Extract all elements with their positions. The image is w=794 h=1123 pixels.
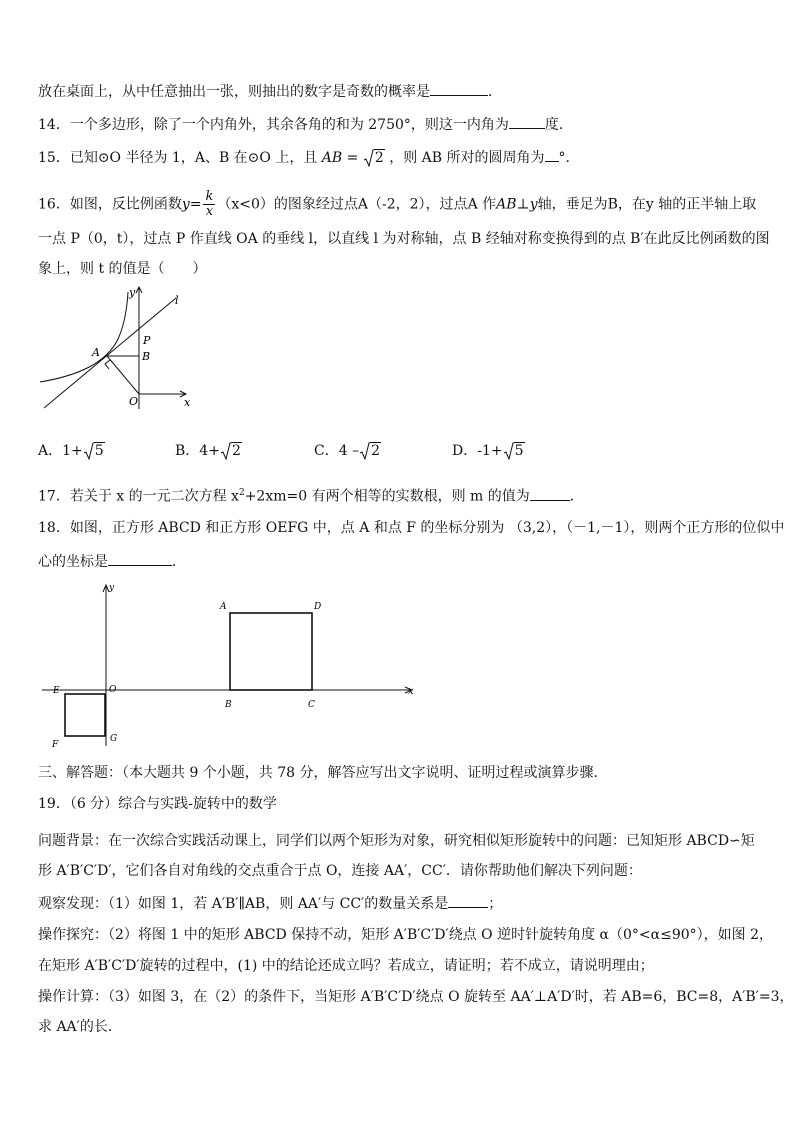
q16-y2: y 轴的正半轴上取 <box>645 196 757 213</box>
label-o: O <box>109 685 117 695</box>
q16-line3: 象上，则 t 的值是（ ） <box>38 261 207 277</box>
q15-ab: AB <box>321 150 343 166</box>
answer-blank[interactable] <box>430 81 488 96</box>
q19-background-1: 问题背景：在一次综合实践活动课上，同学们以两个矩形为对象，研究相似矩形旋转中的问题：已知矩形 ABCD∽矩 <box>38 833 755 849</box>
label-d: D <box>314 602 322 612</box>
option-radicand: 2 <box>371 443 380 459</box>
label-o: O <box>129 395 139 408</box>
label-a: A <box>92 346 100 359</box>
q19-observe-end: ； <box>488 896 503 912</box>
answer-blank[interactable] <box>509 114 545 129</box>
answer-blank[interactable] <box>530 486 570 501</box>
q19-operate-2: 在矩形 A′B′C′D′旋转的过程中，(1) 中的结论还成立吗？若成立，请证明；若不成立，请说明理由； <box>38 958 654 974</box>
label-x: x <box>408 686 414 697</box>
answer-blank[interactable] <box>108 551 172 566</box>
q16-figure <box>36 284 196 414</box>
q19-calc-2: 求 AA′的长． <box>38 1019 122 1035</box>
q16-text: 16．如图，反比例函数 <box>38 196 182 213</box>
q19-operate-1: 操作探究：（2）将图 1 中的矩形 ABCD 保持不动，矩形 A′B′C′D′绕点 O 逆时针旋转角度 α（0°<α≤90°），如图 2， <box>38 927 773 943</box>
right-angle-icon <box>105 360 110 369</box>
label-b: B <box>225 700 232 710</box>
sqrt-icon <box>83 441 105 461</box>
option-b[interactable] <box>175 441 242 461</box>
q17-text: 17．若关于 x 的一元二次方程 x <box>38 488 239 505</box>
label-b: B <box>142 350 151 363</box>
q19-title: 19．（6 分）综合与实践-旋转中的数学 <box>38 796 277 812</box>
q16-text-b: （x<0）的图象经过点 <box>217 196 358 213</box>
frac-den: x <box>205 204 214 219</box>
segment-oa <box>107 356 139 394</box>
q13-text: 放在桌面上，从中任意抽出一张，则抽出的数字是奇数的概率是 <box>38 84 430 100</box>
q17-superscript: 2 <box>238 488 245 498</box>
frac-num: k <box>205 189 214 204</box>
q15 <box>38 147 764 168</box>
q15-end: °. <box>558 150 570 166</box>
label-f: F <box>52 740 59 750</box>
answer-blank[interactable] <box>545 147 559 162</box>
q16-b: B，在 <box>607 196 646 213</box>
option-label: C．4 – <box>314 443 360 459</box>
label-c: C <box>308 700 315 710</box>
q18-end: ． <box>172 554 186 570</box>
option-label: A．1+ <box>38 443 83 459</box>
label-y: y <box>129 286 136 299</box>
q19-observe <box>38 893 764 914</box>
square-abcd <box>230 613 312 690</box>
q17-text-b: +2xm=0 有两个相等的实数根，则 m 的值为 <box>244 488 530 505</box>
hyperbola-curve <box>40 292 128 382</box>
sqrt-icon <box>363 148 385 168</box>
label-x: x <box>184 396 191 409</box>
q16-line2: 一点 P（0，t），过点 P 作直线 OA 的垂线 l，以直线 l 为对称轴，点 B 经轴对称变换得到的点 B′在此反比例函数的图 <box>38 231 770 247</box>
label-a: A <box>220 602 227 612</box>
sqrt-icon <box>220 441 242 461</box>
q16-point-a: A（-2，2），过点 <box>357 196 468 213</box>
q17 <box>38 483 764 507</box>
q18-figure <box>38 576 423 751</box>
q14-text: 14．一个多边形，除了一个内角外，其余各角的和为 2750°，则这一内角为 <box>38 117 509 133</box>
square-oefg <box>65 694 105 736</box>
q13-tail <box>38 81 764 102</box>
option-d[interactable] <box>452 441 525 461</box>
option-c[interactable] <box>314 441 381 461</box>
q15-radicand: 2 <box>374 150 384 166</box>
answer-blank[interactable] <box>448 893 488 908</box>
q16-perp: AB⊥y <box>496 196 538 213</box>
label-y: y <box>109 583 115 593</box>
q16-text-c: 轴，垂足为 <box>537 196 608 213</box>
line-l <box>44 298 176 408</box>
q18-line2 <box>38 551 764 572</box>
label-l: l <box>175 294 179 307</box>
sqrt-icon <box>503 441 525 461</box>
option-label: D．-1+ <box>452 443 503 459</box>
q15-text-b: ，则 AB 所对的圆周角为 <box>389 150 545 166</box>
option-radicand: 5 <box>94 443 104 459</box>
q15-text: 15．已知⊙O 半径为 1，A、B 在⊙O 上，且 <box>38 150 318 166</box>
q16-a2: A 作 <box>467 196 497 213</box>
section-heading: 三、解答题：（本大题共 9 个小题，共 78 分，解答应写出文字说明、证明过程或演算步骤． <box>38 765 608 781</box>
q16-fraction <box>203 190 215 219</box>
option-radicand: 2 <box>231 443 241 459</box>
q19-observe-text: 观察发现：（1）如图 1，若 A′B′∥AB，则 AA′与 CC′的数量关系是 <box>38 896 449 912</box>
option-label: B．4+ <box>175 443 220 459</box>
q15-eq: = <box>342 150 363 166</box>
option-radicand: 5 <box>514 443 524 459</box>
q18-line1: 18．如图，正方形 ABCD 和正方形 OEFG 中，点 A 和点 F 的坐标分别为 （3,2），（－1,－1），则两个正方形的位似中 <box>38 520 785 536</box>
q19-calc-1: 操作计算：（3）如图 3，在（2）的条件下，当矩形 A′B′C′D′绕点 O 旋转至 AA′⊥A′D′时，若 AB=6，BC=8，A′B′=3， <box>38 989 794 1005</box>
label-g: G <box>110 734 118 744</box>
sqrt-icon <box>359 441 381 461</box>
label-p: P <box>143 334 151 347</box>
q13-end: ． <box>488 84 502 100</box>
q16-y: y= <box>181 196 202 213</box>
option-a[interactable] <box>38 441 105 461</box>
q14 <box>38 114 764 135</box>
q14-end: 度． <box>544 117 573 133</box>
label-e: E <box>53 686 60 696</box>
q18-text: 心的坐标是 <box>38 554 108 570</box>
q16-line1 <box>38 190 764 219</box>
q19-background-2: 形 A′B′C′D′，它们各自对角线的交点重合于点 O，连接 AA′，CC′．请你帮助他们解决下列问题： <box>38 863 642 879</box>
q17-end: ． <box>569 488 584 505</box>
